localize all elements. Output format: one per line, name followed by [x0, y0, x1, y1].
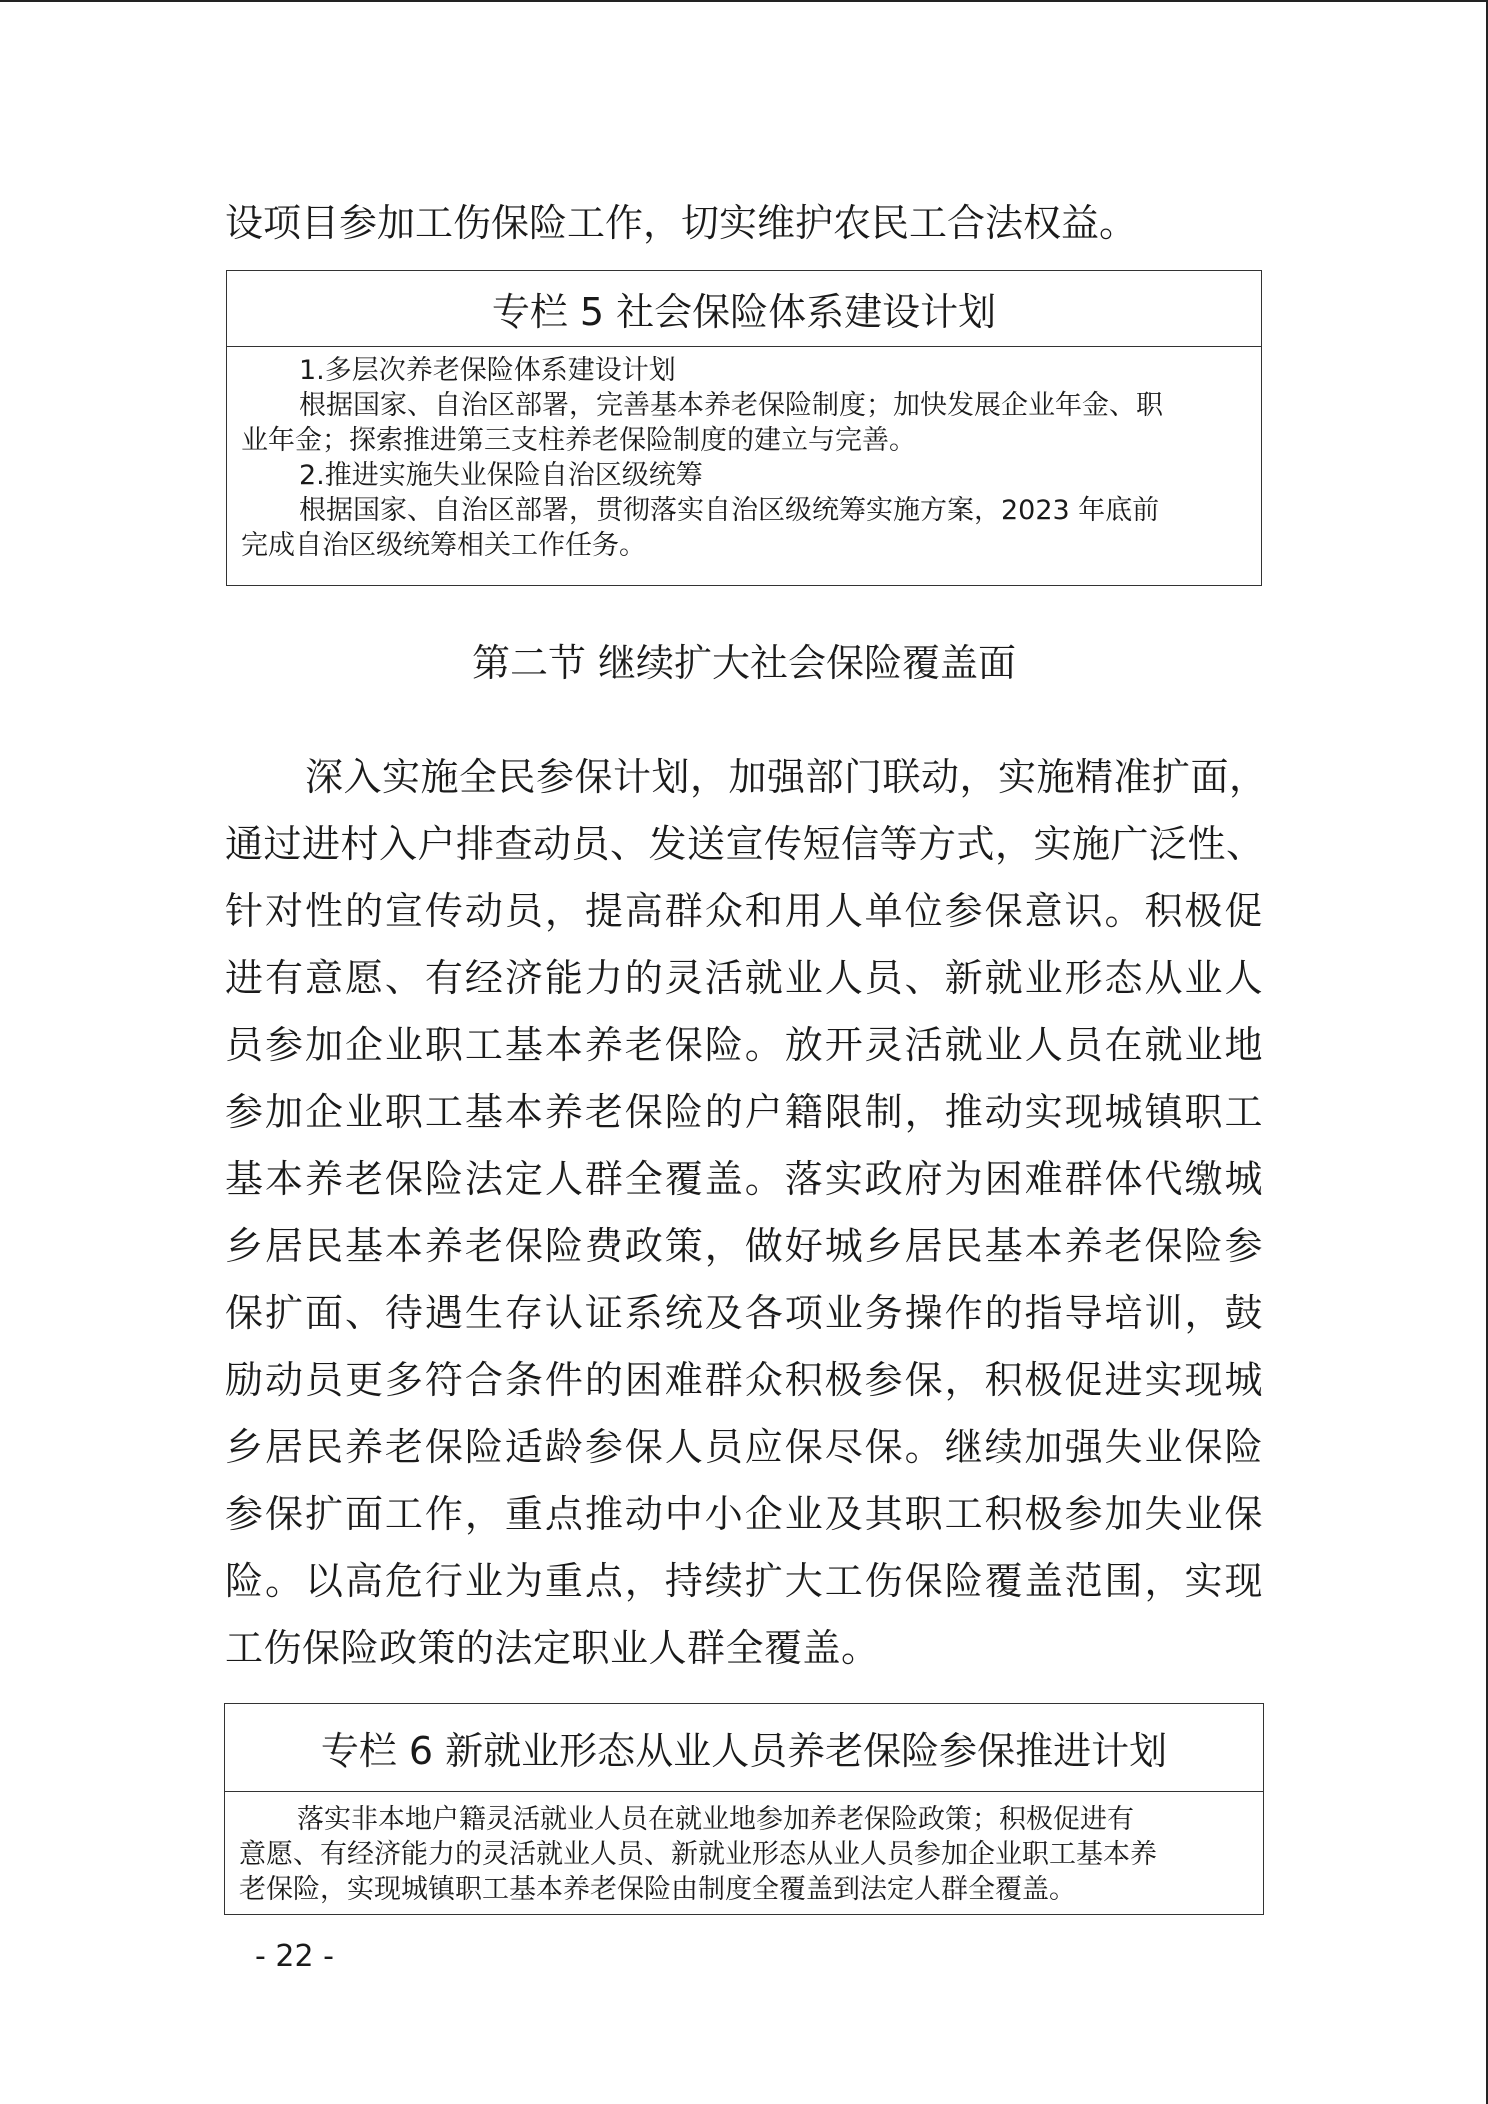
paragraph-line: 通过进村入户排查动员、发送宣传短信等方式，实施广泛性、	[225, 822, 1265, 866]
box6-line3: 老保险，实现城镇职工基本养老保险由制度全覆盖到法定人群全覆盖。	[239, 1874, 1076, 1905]
top-border-line	[0, 0, 1488, 2]
paragraph-line: 基本养老保险法定人群全覆盖。落实政府为困难群体代缴城	[225, 1157, 1263, 1201]
paragraph-line: 深入实施全民参保计划，加强部门联动，实施精准扩面，	[305, 755, 1268, 799]
column-box-5-body	[227, 347, 1261, 563]
box5-item1-heading: 1.多层次养老保险体系建设计划	[299, 355, 676, 386]
section-heading: 第二节 继续扩大社会保险覆盖面	[471, 641, 1017, 685]
column-box-6-title: 专栏 6 新就业形态从业人员养老保险参保推进计划	[225, 1704, 1263, 1792]
box6-line2: 意愿、有经济能力的灵活就业人员、新就业形态从业人员参加企业职工基本养	[239, 1839, 1157, 1870]
body-paragraph	[225, 744, 1268, 1682]
paragraph-line: 进有意愿、有经济能力的灵活就业人员、新就业形态从业人	[225, 956, 1263, 1000]
paragraph-line: 员参加企业职工基本养老保险。放开灵活就业人员在就业地	[225, 1023, 1263, 1067]
box5-item1-line2: 业年金；探索推进第三支柱养老保险制度的建立与完善。	[241, 425, 916, 456]
paragraph-line: 保扩面、待遇生存认证系统及各项业务操作的指导培训，鼓	[225, 1291, 1263, 1335]
paragraph-line: 乡居民养老保险适龄参保人员应保尽保。继续加强失业保险	[225, 1425, 1263, 1469]
paragraph-line: 险。以高危行业为重点，持续扩大工伤保险覆盖范围，实现	[225, 1559, 1263, 1603]
column-box-6	[224, 1703, 1264, 1915]
paragraph-line: 乡居民基本养老保险费政策，做好城乡居民基本养老保险参	[225, 1224, 1263, 1268]
carryover-paragraph-line: 设项目参加工伤保险工作，切实维护农民工合法权益。	[225, 201, 1138, 245]
page-number: - 22 -	[255, 1939, 334, 1974]
box6-line1: 落实非本地户籍灵活就业人员在就业地参加养老保险政策；积极促进有	[297, 1804, 1134, 1835]
box5-item1-line1: 根据国家、自治区部署，完善基本养老保险制度；加快发展企业年金、职	[299, 390, 1163, 421]
paragraph-line: 参加企业职工基本养老保险的户籍限制，推动实现城镇职工	[225, 1090, 1263, 1134]
paragraph-line: 励动员更多符合条件的困难群众积极参保，积极促进实现城	[225, 1358, 1263, 1402]
column-box-5-title: 专栏 5 社会保险体系建设计划	[227, 271, 1261, 347]
box5-item2-line1: 根据国家、自治区部署，贯彻落实自治区级统筹实施方案，2023 年底前	[299, 495, 1160, 526]
column-box-6-body	[225, 1792, 1263, 1907]
column-box-5	[226, 270, 1262, 586]
paragraph-line: 针对性的宣传动员，提高群众和用人单位参保意识。积极促	[225, 889, 1263, 933]
box5-item2-heading: 2.推进实施失业保险自治区级统筹	[299, 460, 703, 491]
paragraph-line: 参保扩面工作，重点推动中小企业及其职工积极参加失业保	[225, 1492, 1263, 1536]
paragraph-line: 工伤保险政策的法定职业人群全覆盖。	[225, 1626, 880, 1670]
box5-item2-line2: 完成自治区级统筹相关工作任务。	[241, 530, 646, 561]
